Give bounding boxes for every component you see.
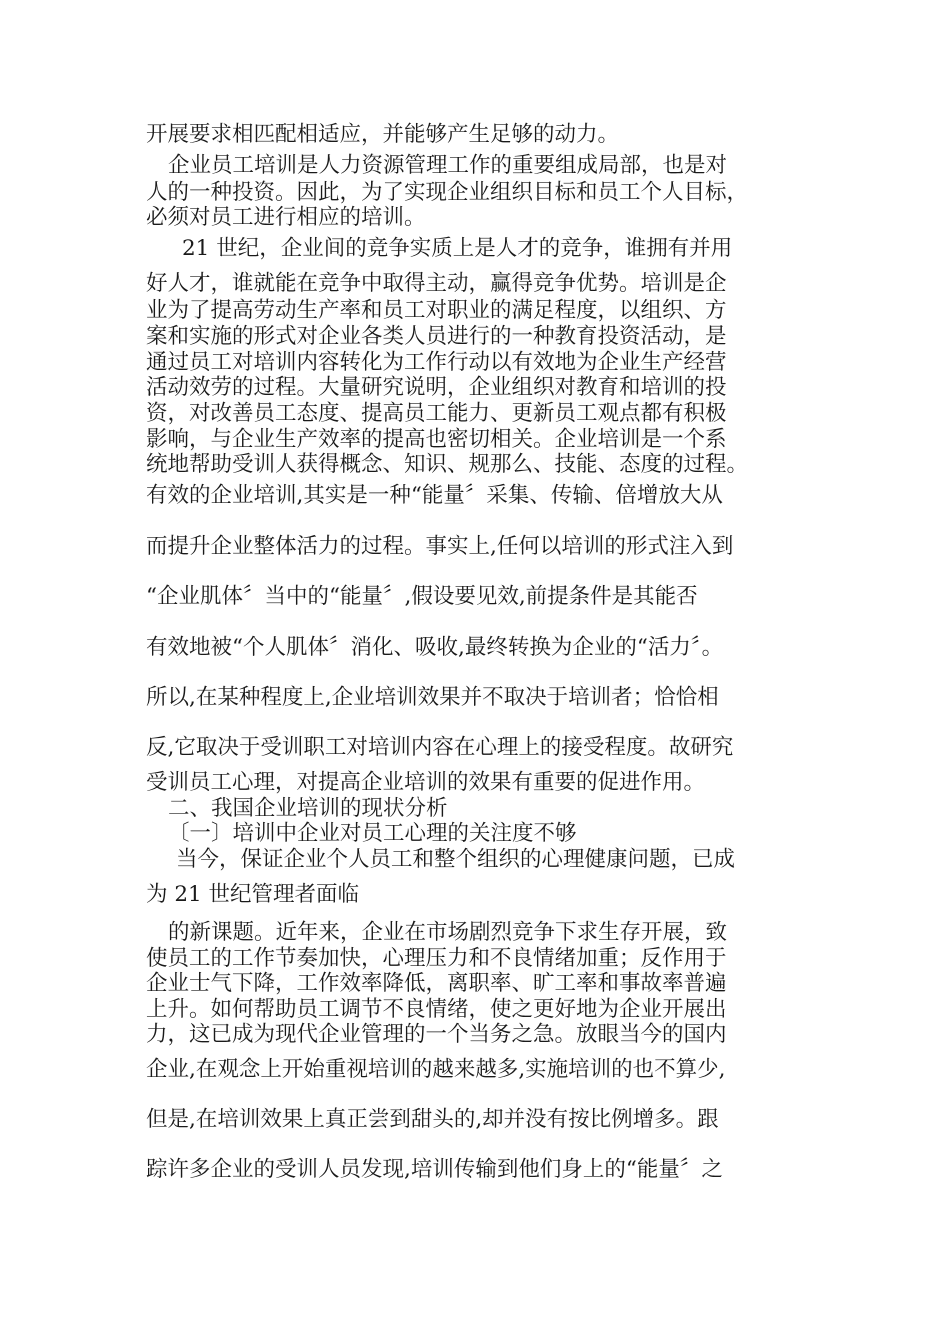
text-line: 企业员工培训是人力资源管理工作的重要组成局部，也是对 (168, 153, 728, 178)
text-line: 受训员工心理，对提高企业培训的效果有重要的促进作用。 (146, 770, 706, 795)
text-line: 影响，与企业生产效率的提高也密切相关。企业培训是一个系 (146, 427, 727, 452)
section-heading: 二、我国企业培训的现状分析 (168, 796, 448, 821)
text-line: 但是,在培训效果上真正尝到甜头的,却并没有按比例增多。跟 (146, 1107, 719, 1132)
text-line: “企业肌体〞当中的“能量〞,假设要见效,前提条件是其能否 (146, 584, 698, 609)
text-line: 上升。如何帮助员工调节不良情绪，使之更好地为企业开展出 (146, 997, 727, 1022)
text-line: 资，对改善员工态度、提高员工能力、更新员工观点都有积极 (146, 401, 727, 426)
text-line: 踪许多企业的受训人员发现,培训传输到他们身上的“能量〞之 (146, 1157, 723, 1182)
text-line: 统地帮助受训人获得概念、知识、规那么、技能、态度的过程。 (146, 452, 749, 477)
text-line: 通过员工对培训内容转化为工作行动以有效地为企业生产经营 (146, 350, 727, 375)
text-line: 企业,在观念上开始重视培训的越来越多,实施培训的也不算少, (146, 1057, 726, 1082)
text-line: 反,它取决于受训职工对培训内容在心理上的接受程度。故研究 (146, 735, 734, 760)
text-line: 开展要求相匹配相适应，并能够产生足够的动力。 (146, 122, 620, 147)
text-line: 活动效劳的过程。大量研究说明，企业组织对教育和培训的投 (146, 375, 727, 400)
text-line: 有效地被“个人肌体〞消化、吸收,最终转换为企业的“活力〞。 (146, 635, 724, 660)
text-line: 企业士气下降，工作效率降低，离职率、旷工率和事故率普遍 (146, 971, 727, 996)
text-line: 案和实施的形式对企业各类人员进行的一种教育投资活动，是 (146, 324, 727, 349)
text-line: 的新课题。近年来，企业在市场剧烈竞争下求生存开展，致 (168, 920, 728, 945)
text-line: 21 世纪，企业间的竞争实质上是人才的竞争，谁拥有并用 (182, 236, 733, 261)
text-line: 而提升企业整体活力的过程。事实上,任何以培训的形式注入到 (146, 534, 734, 559)
text-line: 为 21 世纪管理者面临 (146, 882, 360, 907)
text-line: 使员工的工作节奏加快，心理压力和不良情绪加重；反作用于 (146, 946, 727, 971)
text-line: 业为了提高劳动生产率和员工对职业的满足程度，以组织、方 (146, 298, 727, 323)
text-line: 好人才，谁就能在竞争中取得主动，赢得竞争优势。培训是企 (146, 271, 727, 296)
text-line: 当今，保证企业个人员工和整个组织的心理健康问题，已成 (176, 847, 736, 872)
text-line: 所以,在某种程度上,企业培训效果并不取决于培训者；恰恰相 (146, 685, 719, 710)
text-line: 力，这已成为现代企业管理的一个当务之急。放眼当今的国内 (146, 1022, 727, 1047)
subsection-heading: 〔一〕培训中企业对员工心理的关注度不够 (168, 821, 577, 846)
text-line: 人的一种投资。因此，为了实现企业组织目标和员工个人目标， (146, 180, 749, 205)
text-line: 必须对员工进行相应的培训。 (146, 205, 426, 230)
text-line: 有效的企业培训,其实是一种“能量〞采集、传输、倍增放大从 (146, 483, 723, 508)
